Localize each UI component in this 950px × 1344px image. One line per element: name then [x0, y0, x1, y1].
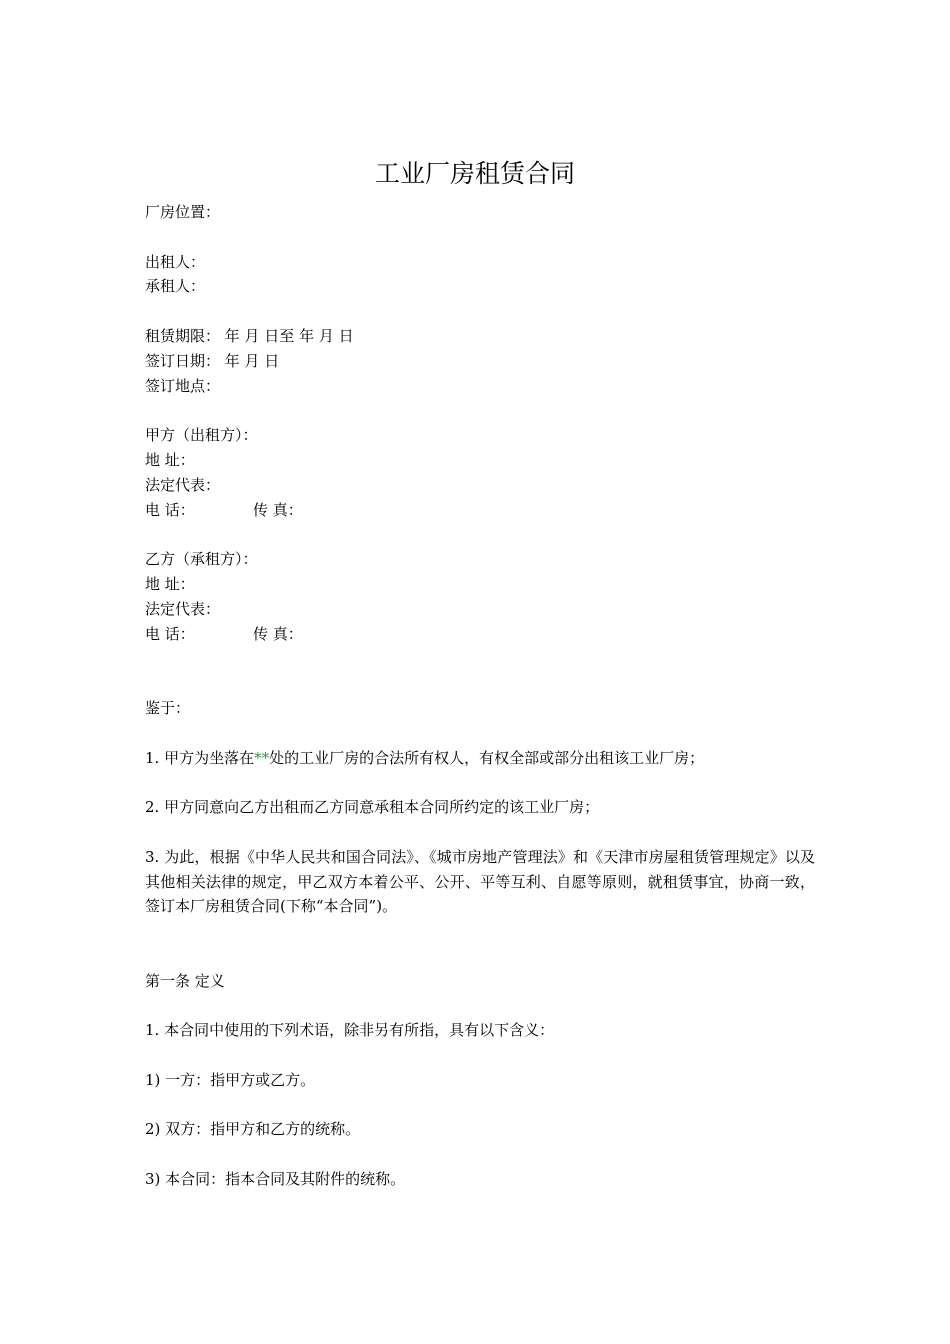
- party-b-legal-rep: 法定代表：: [145, 599, 221, 618]
- field-lessor: 出租人：: [145, 252, 206, 271]
- party-a-heading: 甲方（出租方）：: [145, 426, 258, 445]
- party-a-phone: 电 话：: [145, 500, 195, 519]
- field-sign-place: 签订地点：: [145, 376, 221, 395]
- definition-3: 3) 本合同：指本合同及其附件的统称。: [145, 1170, 406, 1189]
- party-b-heading: 乙方（承租方）：: [145, 550, 258, 569]
- placeholder-mark: **: [254, 748, 270, 767]
- article-1-intro: 1. 本合同中使用的下列术语，除非另有所指，具有以下含义：: [145, 1021, 555, 1040]
- party-b-phone: 电 话：: [145, 624, 195, 643]
- field-location: 厂房位置：: [145, 203, 221, 221]
- field-sign-date: 签订日期： 年 月 日: [145, 351, 280, 370]
- field-term: 租赁期限： 年 月 日至 年 月 日: [145, 326, 354, 345]
- whereas-item-1: 1. 甲方为坐落在**处的工业厂房的合法所有权人，有权全部或部分出租该工业厂房；: [145, 748, 705, 767]
- definition-1: 1) 一方：指甲方或乙方。: [145, 1070, 316, 1089]
- field-lessee: 承租人：: [145, 277, 206, 296]
- whereas-heading: 鉴于：: [145, 698, 191, 717]
- party-a-fax: 传 真：: [253, 500, 303, 519]
- party-b-address: 地 址：: [145, 574, 195, 593]
- whereas-item-2: 2. 甲方同意向乙方出租而乙方同意承租本合同所约定的该工业厂房；: [145, 798, 600, 817]
- whereas-item-3: 3. 为此，根据《中华人民共和国合同法》、《城市房地产管理法》和《天津市房屋租赁管理规定》以及其他相关法律的规定，甲乙双方本着公平、公开、平等互利、自愿等原则，就租赁事宜，协商一致，签订本厂房租赁合同(下称“本合同”)。: [145, 847, 815, 916]
- party-a-contact: [145, 498, 815, 523]
- definition-2: 2) 双方：指甲方和乙方的统称。: [145, 1120, 361, 1139]
- party-a-legal-rep: 法定代表：: [145, 475, 221, 494]
- document-title: 工业厂房租赁合同: [374, 159, 575, 188]
- article-1-heading: 第一条 定义: [145, 971, 225, 990]
- party-a-address: 地 址：: [145, 450, 195, 469]
- document-body: [145, 200, 815, 1192]
- party-b-contact: [145, 622, 815, 647]
- party-b-fax: 传 真：: [253, 624, 303, 643]
